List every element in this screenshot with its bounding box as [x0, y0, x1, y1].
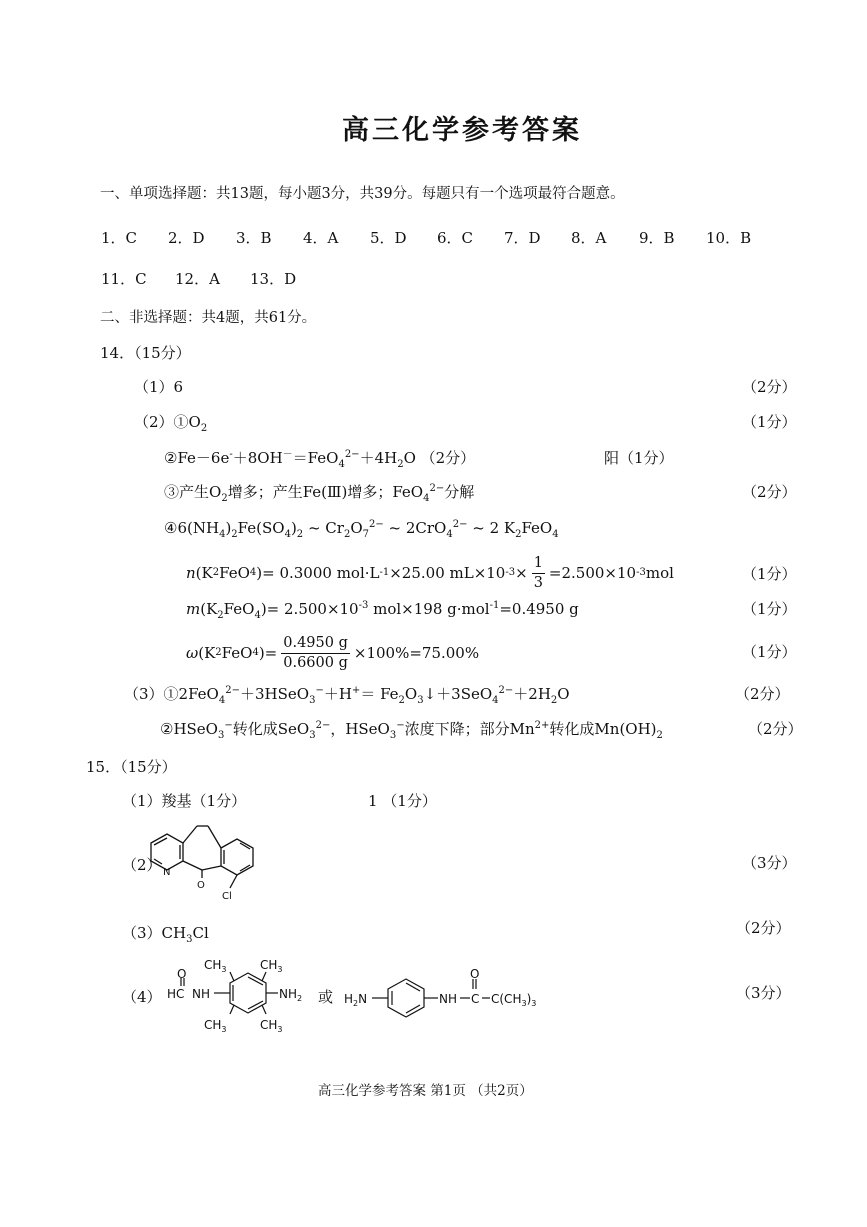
q14-calc-n: n (K 2 FeO 4 )= 0.3000 mol·L -1 ×25.00 mL×10 -3 × $\frac{1}{3}$ =2.500×10 -3 mol [186, 555, 674, 591]
atom-label: O [177, 967, 187, 981]
q14-part2-2-extra: 阳（1分） [604, 449, 674, 467]
atom-label: NH [192, 987, 210, 1001]
methyl-label: $CH_3$ [260, 1018, 283, 1034]
atom-label: HC [167, 987, 185, 1001]
answer-item: 2．D [168, 229, 205, 247]
atom-label: O [197, 880, 205, 891]
q14-heading: 14．（15分） [100, 344, 191, 362]
answer-item: 9．B [639, 229, 675, 247]
score-label: （2分） [735, 685, 790, 703]
page-title: 高三化学参考答案 [342, 115, 582, 146]
answer-item: 3．B [236, 229, 272, 247]
q14-part1: （1）6 [134, 378, 184, 396]
answer-item: 1．C [101, 229, 138, 247]
score-label: （3分） [736, 984, 791, 1002]
atom-label: N [163, 867, 171, 878]
q14-calc-omega: ω (K 2 FeO 4 )= $\frac{0.4950 g}{0.6600 g}$ ×100%=75.00% [186, 635, 480, 671]
answer-item: 4．A [303, 229, 339, 247]
atom-label: $H_2N$ [344, 992, 368, 1008]
answer-item: 11．C [101, 270, 147, 288]
score-label: （1分） [742, 643, 797, 661]
tetramethyl-formamide-structure [160, 948, 320, 1038]
methyl-label: $CH_3$ [204, 1018, 227, 1034]
atom-label: O [470, 967, 480, 981]
page-footer: 高三化学参考答案 第1页 （共2页） [318, 1083, 533, 1099]
score-label: （1分） [742, 600, 797, 618]
atom-label: $C(CH_3)_3$ [491, 992, 537, 1008]
q15-part1-a: （1）羧基（1分） [122, 792, 247, 810]
score-label: （2分） [742, 378, 797, 396]
q15-part1-b: 1 （1分） [368, 792, 437, 810]
q15-part4-or: 或 [318, 988, 334, 1006]
q14-part2-1: $(2)①O_2$ [134, 413, 208, 434]
q14-part2-3: ③产生$O_2$增多；产生Fe(Ⅲ)增多；FeO$_4^{2-}$分解 [164, 483, 475, 504]
q14-part2-2-equation: $②Fe-6e^-+8OH^-=FeO_4^{2-}+4H_2O$ （2分） [164, 449, 476, 470]
answer-item: 5．D [370, 229, 407, 247]
pivalamide-structure [342, 966, 562, 1026]
methyl-label: $CH_3$ [260, 958, 283, 974]
score-label: （2分） [736, 919, 791, 937]
answer-item: 12．A [175, 270, 220, 288]
atom-label: Cl [222, 891, 232, 902]
section1-heading: 一、单项选择题：共13题，每小题3分，共39分。每题只有一个选项最符合题意。 [100, 186, 625, 202]
methyl-label: $CH_3$ [204, 958, 227, 974]
atom-label: C [471, 992, 480, 1006]
q15-heading: 15．（15分） [86, 758, 177, 776]
atom-label: $NH_2$ [279, 987, 303, 1003]
answer-item: 13．D [250, 270, 297, 288]
atom-label: NH [439, 992, 457, 1006]
fraction: $\frac{0.4950 g}{0.6600 g}$ [283, 635, 348, 671]
q15-part3: $(3)CH_3Cl$ [122, 924, 209, 945]
score-label: （2分） [742, 483, 797, 501]
score-label: （2分） [748, 720, 803, 738]
q15-part2-label: （2） [122, 856, 162, 874]
score-label: （1分） [742, 413, 797, 431]
section2-heading: 二、非选择题：共4题，共61分。 [100, 310, 317, 326]
tricyclic-ketone-structure [140, 808, 260, 908]
q15-part4-label: （4） [122, 988, 162, 1006]
q14-part3-2: ②HSeO$_3$−转化成SeO$_3^{2-}$，HSeO$_3$−浓度下降；部分$Mn^{2+}$转化成$Mn(OH)_2$ [160, 720, 663, 741]
q14-calc-m: $m(K_2FeO_4)= 2.500\times 10^{-3}$ mol×198 g·mol$^{-1}$=0.4950 g [186, 600, 579, 621]
q14-part2-4-relation: $④6(NH_4)_2Fe(SO_4)_2$ ~ $Cr_2O_7^{2-}$ ~ 2CrO$_4^{2-}$ ~ 2 $K_2FeO_4$ [164, 519, 559, 540]
answer-item: 7．D [504, 229, 541, 247]
answer-item: 8．A [571, 229, 607, 247]
answer-item: 10．B [706, 229, 752, 247]
score-label: （3分） [742, 854, 797, 872]
fraction: $\frac{1}{3}$ [533, 555, 543, 591]
q14-part3-1-equation: （3）①2FeO$_4^{2-}$＋3HSeO$_3$−＋H+＝ $Fe_2O_3↓+3SeO_4^{2-}+2H_2O$ [124, 685, 570, 706]
score-label: （1分） [742, 565, 797, 583]
answer-item: 6．C [437, 229, 474, 247]
